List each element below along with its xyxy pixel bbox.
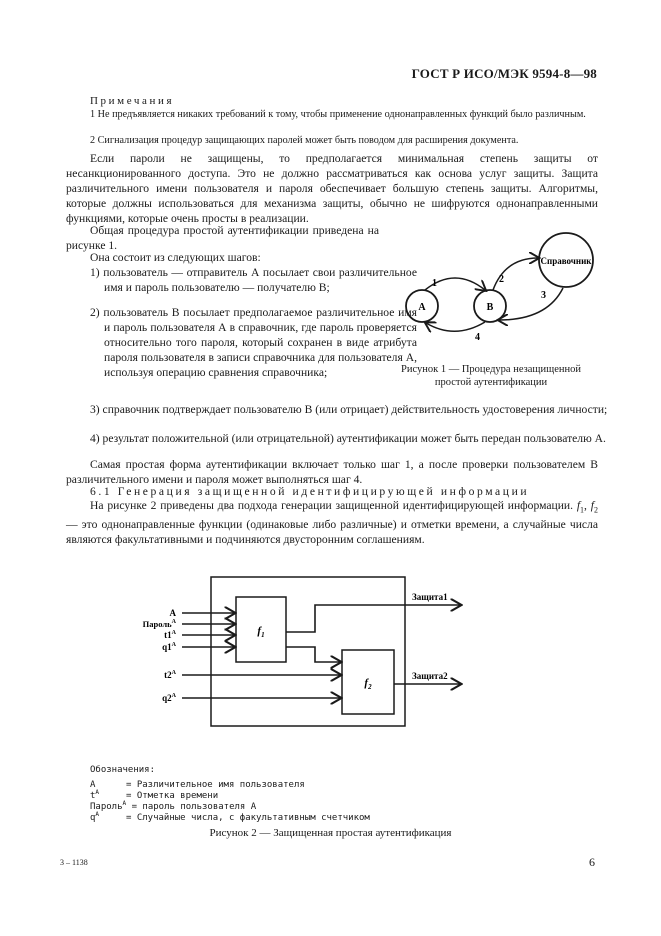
legend-symbol: $t^A$ <box>90 789 100 801</box>
step-3: 3) справочник подтверждает пользователю В (или отрицает) действительность удостоверения личности; <box>90 403 608 416</box>
arrow-1-label: 1 <box>432 278 437 289</box>
f2-symbol: f <box>590 499 594 512</box>
input-q2-label: $q2^A$ <box>162 693 176 703</box>
step-2: 2) пользователь В посылает предполагаемое различительное имя и пароль пользователя А в справочник, где пароль проверяется относительно того пароля, который сохранен в виде атрибута пароля пользователя в записи справочника для пользователя А, используя операцию сравнения справочника; <box>90 306 417 379</box>
note-2: 2 Сигнализация процедур защищающих паролей может быть поводом для расширения документа. <box>90 135 519 146</box>
figure-1-caption: Рисунок 1 — Процедура незащищенной простой аутентификации <box>401 364 581 388</box>
node-directory-label: Справочник <box>540 256 592 266</box>
f1-to-f2-line <box>286 647 340 662</box>
paragraph-2: Общая процедура простой аутентификации приведена на рисунке 1. <box>66 224 379 252</box>
paragraph-5-end: — это однонаправленные функции (одинаковые либо различные) и отметки времени, а случайные числа являются факультативными и подчиняются двусторонним соглашениям. <box>66 518 598 547</box>
page-number: 6 <box>589 855 595 869</box>
note-1: 1 Не предъявляется никаких требований к тому, чтобы применение однонаправленных функций было различным. <box>90 109 586 120</box>
step-4: 4) результат положительной (или отрицательной) аутентификации может быть передан пользователю А. <box>90 432 606 445</box>
legend-desc: = пароль пользователя А <box>131 802 257 812</box>
legend-row-4 <box>90 809 370 824</box>
paragraph-4: Самая простая форма аутентификации включает только шаг 1, а после проверки пользователем В различительного имени и пароля может выполняться шаг 4. <box>66 458 598 486</box>
input-password-label: Пароль$^A$ <box>142 619 176 629</box>
input-q1-label: $q1^A$ <box>162 642 176 652</box>
input-a-label: A <box>169 608 176 618</box>
outer-box <box>211 577 405 726</box>
output-2-label: Защита2 <box>412 671 448 681</box>
arrow-4 <box>426 322 485 331</box>
paragraph-3: Она состоит из следующих шагов: <box>90 251 261 264</box>
arrow-4-label: 4 <box>475 332 480 343</box>
paragraph-5: На рисунке 2 приведены два подхода генерации защищенной идентифицирующей информации. $f_1$, $f_2$ — это однонаправленные функции (одинаковые либо различные) и отметки времени, а случайные числа являются факультативными и подчиняются двусторонним соглашениям. <box>66 499 598 547</box>
output-1-label: Защита1 <box>412 592 448 602</box>
paragraph-1: Если пароли не защищены, то предполагается минимальная степень защиты от несанкционированного доступа. Это не должно рассматриваться как основа услуг защиты. Защита различительного имени пользователя и пароля обеспечивает большую степень защиты. Алгоритмы, которые должны использоваться для механизма защиты, обычно не шифруются однонаправленными функциями, которые очень просты в реализации. <box>66 152 598 225</box>
document-header: ГОСТ Р ИСО/МЭК 9594-8—98 <box>411 66 597 81</box>
f2-subscript: 2 <box>594 505 598 515</box>
f1-output-line <box>286 605 460 632</box>
arrow-3-label: 3 <box>541 290 546 301</box>
legend-symbol: Пароль$^A$ <box>90 800 127 812</box>
figure-2-diagram <box>130 570 490 740</box>
f1-label: $f_1$ <box>257 625 265 639</box>
legend-desc: = Различительное имя пользователя <box>126 780 305 790</box>
figure-1-diagram <box>395 230 610 360</box>
arrow-3 <box>499 288 563 320</box>
input-t1-label: $t1^A$ <box>164 630 176 640</box>
paragraph-5-start: На рисунке 2 приведены два подхода генерации защищенной идентифицирующей информации. <box>90 499 573 512</box>
f1-subscript: 1 <box>580 505 585 515</box>
figure-2-caption: Рисунок 2 — Защищенная простая аутентификация <box>209 827 452 839</box>
node-b-label: B <box>486 302 494 313</box>
input-t2-label: $t2^A$ <box>164 670 176 680</box>
f2-label: $f_2$ <box>364 677 372 691</box>
f1-symbol: f <box>576 499 581 512</box>
legend-desc: = Случайные числа, с факультативным счетчиком <box>126 813 370 823</box>
section-heading: 6.1 Генерация защищенной идентифицирующей информации <box>90 485 530 498</box>
arrow-2-label: 2 <box>499 274 504 285</box>
legend-title: Обозначения: <box>90 765 156 775</box>
legend-symbol: А <box>90 780 96 790</box>
node-a-label: A <box>418 302 426 313</box>
legend-symbol: $q^A$ <box>90 811 100 823</box>
footer-code: 3 – 1138 <box>60 858 88 867</box>
notes-title: Примечания <box>90 95 175 107</box>
step-1: 1) пользователь — отправитель А посылает свои различительное имя и пароль пользователю — получателю В; <box>90 266 417 294</box>
legend-desc: = Отметка времени <box>126 791 219 801</box>
